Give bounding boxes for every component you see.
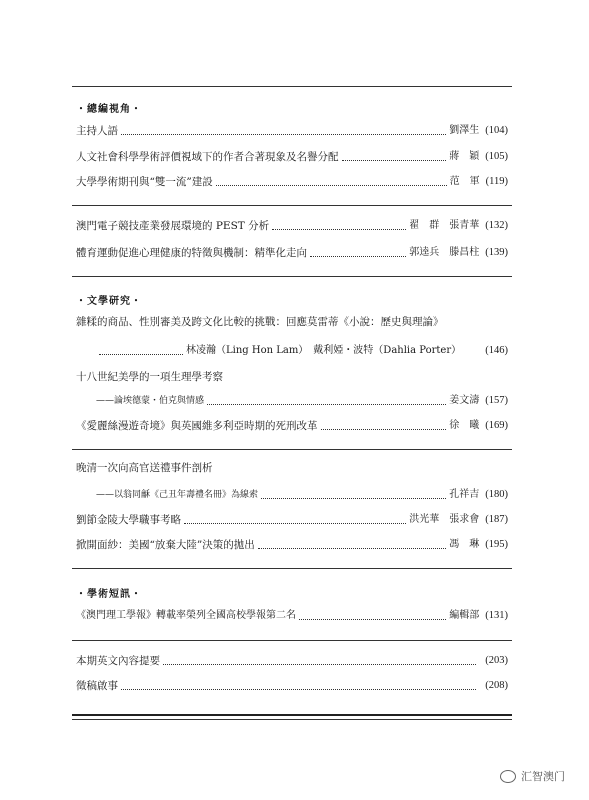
entry-page: (203) [485,655,508,666]
entry-author: 徐 曦 [449,420,480,431]
entry-page: (132) [485,220,508,231]
entry-author: 姜文濤 [449,395,480,406]
entry-page: (208) [485,680,508,691]
toc-entry[interactable] [76,607,508,623]
leader-dots [310,255,406,257]
toc-entry-continuation[interactable] [96,342,508,358]
toc-entry-continuation[interactable] [96,486,508,502]
entry-subtitle: ——以翁同龢《己丑年壽禮名冊》為線索 [96,490,259,500]
entry-author: 編輯部 [449,610,480,621]
toc-entry-continuation[interactable] [96,392,508,408]
entry-title: 十八世紀美學的一項生理學考察 [76,371,223,383]
leader-dots [261,497,446,499]
entry-page: (104) [485,125,508,136]
leader-dots [258,547,447,549]
entry-author: 郭逵兵 滕昌柱 [409,247,480,258]
entry-author: 孔祥吉 [449,489,480,500]
leader-dots [99,353,183,355]
entry-title: 雜糅的商品、性別審美及跨文化比較的挑戰：回應莫雷蒂《小說：歷史與理論》 [76,316,444,328]
entry-title: 晚清一次向高官送禮事件剖析 [76,462,213,474]
toc-entry[interactable] [76,677,508,693]
entry-title: 《澳門理工學報》轉載率榮列全國高校學報第二名 [76,610,296,621]
entry-title: 人文社會科學學術評價視域下的作者合著現象及名譽分配 [76,151,339,163]
bottom-rule [72,719,512,720]
entry-page: (195) [485,539,508,550]
entry-author: 蔣 穎 [449,151,480,162]
leader-dots [163,663,476,665]
toc-entry[interactable] [76,173,508,189]
section-title-chief-editor: ・總編視角・ [76,104,142,115]
leader-dots [272,228,406,230]
watermark [500,768,565,784]
entry-title: 大學學術期刊與“雙一流”建設 [76,176,213,188]
toc-entry[interactable] [76,652,508,668]
entry-page: (180) [485,489,508,500]
entry-title: 體育運動促進心理健康的特徵與機制：精準化走向 [76,247,307,259]
entry-page: (146) [485,345,508,356]
leader-dots [121,133,446,135]
entry-author: 馮 琳 [449,539,480,550]
entry-title: 主持人語 [76,125,118,137]
entry-author: 范 軍 [449,176,480,187]
entry-title: 《愛麗絲漫遊奇境》與英國維多利亞時期的死刑改革 [76,420,318,432]
leader-dots [121,688,476,690]
entry-title: 徵稿啟事 [76,680,118,692]
toc-entry[interactable] [76,122,508,138]
leader-dots [321,428,447,430]
entry-page: (105) [485,151,508,162]
entry-author: 劉澤生 [449,125,480,136]
toc-entry[interactable] [76,511,508,527]
toc-entry[interactable] [76,459,508,475]
leader-dots [216,184,447,186]
section-divider [72,276,512,277]
section-divider [72,568,512,569]
section-divider [72,640,512,641]
entry-page: (157) [485,395,508,406]
leader-dots [342,159,447,161]
entry-title: 劉節金陵大學職事考略 [76,514,181,526]
wechat-icon [500,770,516,783]
section-title-literature: ・文學研究・ [76,296,142,307]
entry-page: (187) [485,514,508,525]
section-divider [72,86,512,87]
entry-author: 洪光華 張求會 [409,514,480,525]
entry-title: 本期英文內容提要 [76,655,160,667]
toc-entry[interactable] [76,148,508,164]
toc-entry[interactable] [76,417,508,433]
section-divider [72,205,512,206]
leader-dots [299,618,446,620]
entry-author: 林凌瀚（Ling Hon Lam） 戴利婭・波特（Dahlia Porter） [186,345,462,356]
section-title-academic-news: ・學術短訊・ [76,589,142,600]
bottom-rule [72,714,512,716]
entry-subtitle: ——論埃德蒙・伯克與情感 [96,396,205,406]
toc-entry[interactable] [76,217,508,233]
entry-title: 澳門電子競技產業發展環境的 PEST 分析 [76,220,270,232]
leader-dots [207,403,446,405]
toc-entry[interactable] [76,313,508,329]
toc-entry[interactable] [76,244,508,260]
entry-page: (131) [485,610,508,621]
entry-author: 翟 群 張青華 [409,220,480,231]
section-divider [72,449,512,450]
entry-page: (169) [485,420,508,431]
toc-entry[interactable] [76,536,508,552]
toc-entry[interactable] [76,368,508,384]
entry-title: 掀開面紗：美國“放棄大陸”決策的拋出 [76,539,255,551]
entry-page: (139) [485,247,508,258]
watermark-text: 汇智澳门 [521,770,565,783]
entry-page: (119) [485,176,508,187]
leader-dots [184,522,406,524]
